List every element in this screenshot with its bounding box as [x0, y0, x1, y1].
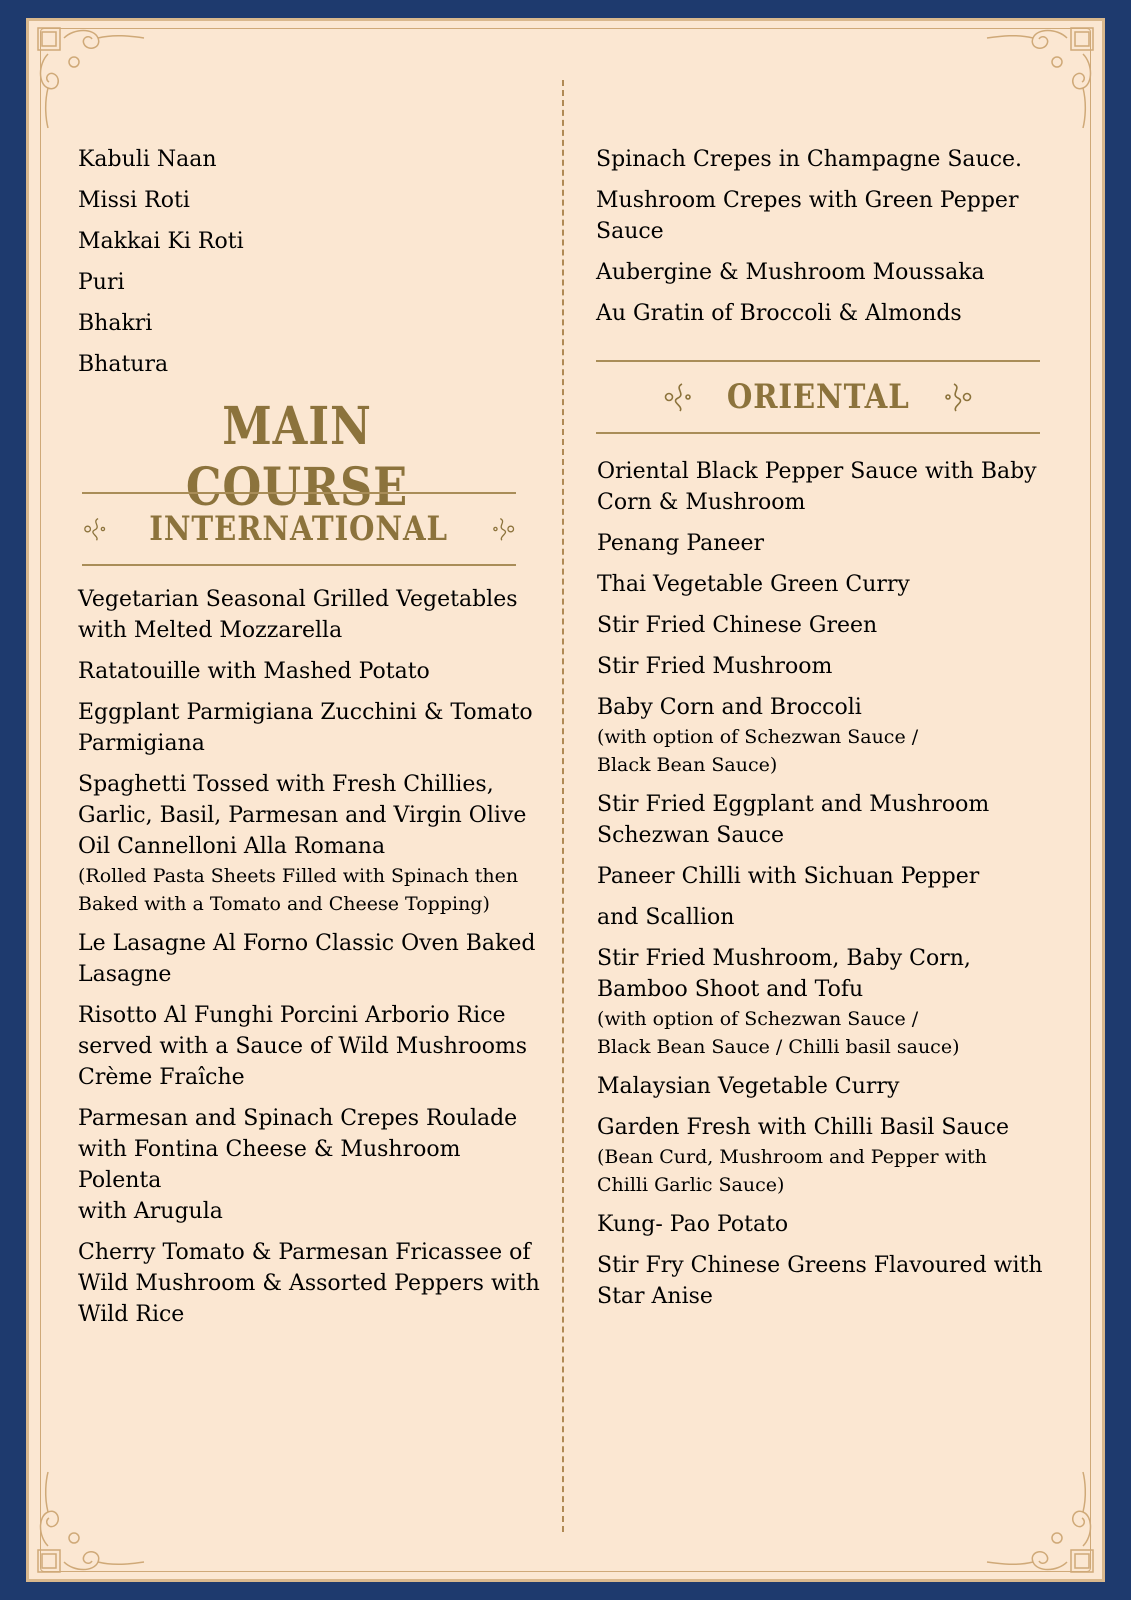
list-item: Risotto Al Funghi Porcini Arborio Rice served with a Sauce of Wild Mushrooms Crème Fraîche	[78, 1003, 528, 1090]
list-item: and Scallion	[597, 905, 735, 930]
list-item: Puri	[78, 270, 125, 295]
flourish-icon	[662, 380, 696, 414]
item-note: (with option of Schezwan Sauce / Black Bean Sauce / Chilli basil sauce)	[597, 1008, 960, 1058]
list-item: Baby Corn and Broccoli (with option of Schezwan Sauce / Black Bean Sauce)	[597, 692, 1047, 779]
list-item: Eggplant Parmigiana Zucchini & Tomato Parmigiana	[78, 700, 533, 756]
list-item: Au Gratin of Broccoli & Almonds	[596, 301, 962, 326]
list-item: Mushroom Crepes with Green Pepper Sauce	[596, 188, 1019, 244]
list-item: Missi Roti	[78, 188, 190, 213]
list-item: Parmesan and Spinach Crepes Roulade with Fontina Cheese & Mushroom Polenta with Arugula	[78, 1106, 518, 1224]
corner-scroll-ornament-icon	[977, 1466, 1097, 1576]
oriental-list	[597, 456, 1047, 1322]
list-item: Ratatouille with Mashed Potato	[78, 659, 430, 684]
list-item: Stir Fry Chinese Greens Flavoured with Star Anise	[597, 1253, 1043, 1309]
page-title: MAIN COURSE	[185, 396, 409, 518]
list-item: Kabuli Naan	[78, 147, 217, 172]
flourish-icon	[940, 380, 974, 414]
list-item: Stir Fried Chinese Green	[597, 613, 878, 638]
list-item: Bhakri	[78, 311, 153, 336]
corner-scroll-ornament-icon	[34, 1466, 154, 1576]
list-item: Stir Fried Mushroom, Baby Corn, Bamboo Shoot and Tofu (with option of Schezwan Sauce / Black Bean Sauce / Chilli basil sauce)	[597, 943, 1047, 1061]
list-item: Bhatura	[78, 352, 169, 377]
list-item: Spaghetti Tossed with Fresh Chillies, Garlic, Basil, Parmesan and Virgin Olive Oil Cannelloni Alla Romana (Rolled Pasta Sheets Filled with Spinach then Baked with a Tomato and Cheese Topping)	[78, 769, 548, 918]
section-heading-international: INTERNATIONAL	[82, 492, 516, 566]
list-item: Vegetarian Seasonal Grilled Vegetables with Melted Mozzarella	[78, 587, 518, 643]
list-item: Penang Paneer	[597, 531, 765, 556]
bread-list	[78, 144, 244, 390]
flourish-icon	[489, 512, 516, 546]
list-item: Aubergine & Mushroom Moussaka	[596, 260, 985, 285]
list-item: Garden Fresh with Chilli Basil Sauce (Bean Curd, Mushroom and Pepper with Chilli Garlic Sauce)	[597, 1112, 1047, 1199]
list-item: Le Lasagne Al Forno Classic Oven Baked Lasagne	[78, 931, 536, 987]
corner-scroll-ornament-icon	[34, 24, 154, 134]
list-item: Malaysian Vegetable Curry	[597, 1074, 900, 1099]
item-note: (Rolled Pasta Sheets Filled with Spinach then Baked with a Tomato and Cheese Topping)	[78, 865, 519, 915]
continental-list	[596, 144, 1046, 339]
list-item: Cherry Tomato & Parmesan Fricassee of Wild Mushroom & Assorted Peppers with Wild Rice	[78, 1240, 540, 1327]
menu-page	[26, 18, 1105, 1582]
list-item: Oriental Black Pepper Sauce with Baby Corn & Mushroom	[597, 459, 1037, 515]
list-item: Stir Fried Mushroom	[597, 654, 833, 679]
list-item: Kung- Pao Potato	[597, 1212, 789, 1237]
list-item: Makkai Ki Roti	[78, 229, 244, 254]
item-note: (with option of Schezwan Sauce / Black Bean Sauce)	[597, 726, 919, 776]
column-divider	[562, 80, 564, 1532]
flourish-icon	[82, 512, 109, 546]
list-item: Stir Fried Eggplant and Mushroom Schezwan Sauce	[597, 792, 990, 848]
international-list	[78, 584, 548, 1340]
list-item: Spinach Crepes in Champagne Sauce.	[596, 147, 1023, 172]
list-item: Paneer Chilli with Sichuan Pepper	[597, 864, 980, 889]
list-item: Thai Vegetable Green Curry	[597, 572, 910, 597]
item-note: (Bean Curd, Mushroom and Pepper with Chilli Garlic Sauce)	[597, 1146, 987, 1196]
section-heading-oriental: ORIENTAL	[596, 360, 1040, 434]
corner-scroll-ornament-icon	[977, 24, 1097, 134]
